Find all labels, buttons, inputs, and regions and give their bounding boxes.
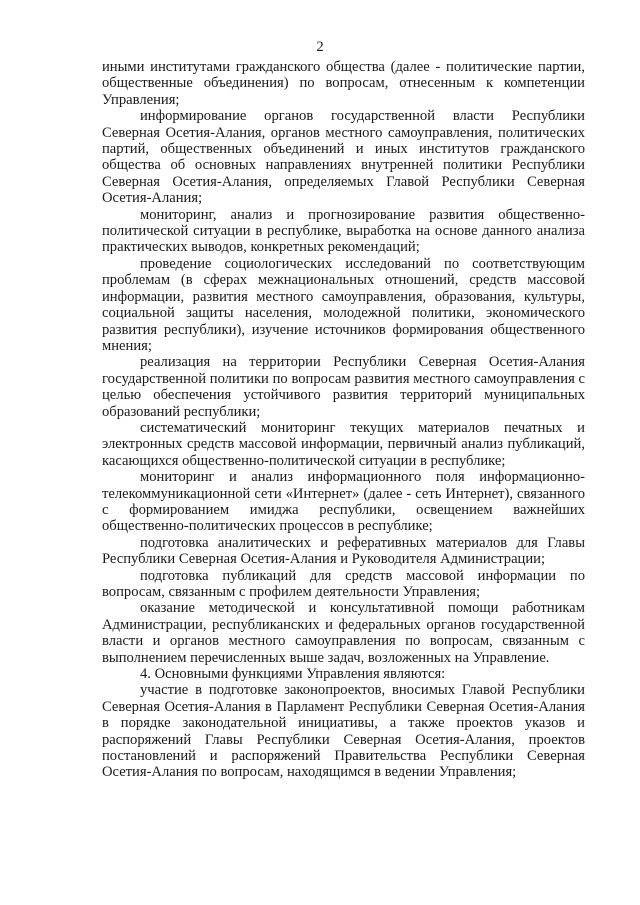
page-number: 2 xyxy=(316,39,324,55)
paragraph-media-monitoring: систематический мониторинг текущих материалов печатных и электронных средств массовой информации, первичный анализ публикаций, касающихся общественно-политической ситуации в республике; xyxy=(102,419,585,469)
paragraph-local-self-government: реализация на территории Республики Северная Осетия-Алания государственной политики по вопросам развития местного самоуправления с целью обеспечения устойчивого развития территорий муниципальных образований республики; xyxy=(102,354,585,420)
paragraph-monitoring-situation: мониторинг, анализ и прогнозирование развития общественно-политической ситуации в республике, выработка на основе данного анализа практических выводов, конкретных рекомендаций; xyxy=(102,206,585,256)
paragraph-informing-authorities: информирование органов государственной власти Республики Северная Осетия-Алания, органов местного самоуправления, политических партий, общественных объединений и иных институтов гражданского общества об основных направлениях внутренней политики Республики Северная Осетия-Алания, определяемых Главой Республики Северная Осетия-Алания; xyxy=(102,108,585,207)
paragraph-publications: подготовка публикаций для средств массовой информации по вопросам, связанным с профилем деятельности Управления; xyxy=(102,567,585,600)
paragraph-analytical-materials: подготовка аналитических и реферативных материалов для Главы Республики Северная Осетия-Алания и Руководителя Администрации; xyxy=(102,534,585,568)
section-heading-functions: 4. Основными функциями Управления являются: xyxy=(140,666,446,683)
paragraph-continuation: иными институтами гражданского общества (далее - политические партии, общественные объединения) по вопросам, отнесенным к компетенции Управления; xyxy=(102,59,585,108)
paragraph-sociological-research: проведение социологических исследований по соответствующим проблемам (в сферах межнациональных отношений, средств массовой информации, развития местного самоуправления, образования, культуры, социальной защиты населения, молодежной политики, экономического развития республики), изучение источников формирования общественного мнения; xyxy=(102,255,585,354)
paragraph-methodical-assistance: оказание методической и консультативной помощи работникам Администрации, республиканских и федеральных органов государственной власти и органов местного самоуправления по вопросам, связанным с выполнением перечисленных выше задач, возложенных на Управление. xyxy=(102,600,585,666)
paragraph-internet-monitoring: мониторинг и анализ информационного поля информационно-телекоммуникационной сети «Интернет» (далее - сеть Интернет), связанного с формированием имиджа республики, освещением важнейших общественно-политических процессов в республике; xyxy=(102,469,585,535)
paragraph-draft-laws: участие в подготовке законопроектов, вносимых Главой Республики Северная Осетия-Алания в Парламент Республики Северная Осетия-Алания в порядке законодательной инициативы, а также проектов указов и распоряжений Главы Республики Северная Осетия-Алания, проектов постановлений и распоряжений Правительства Республики Северная Осетия-Алания по вопросам, находящимся в ведении Управления; xyxy=(102,682,585,781)
document-body xyxy=(102,59,585,781)
